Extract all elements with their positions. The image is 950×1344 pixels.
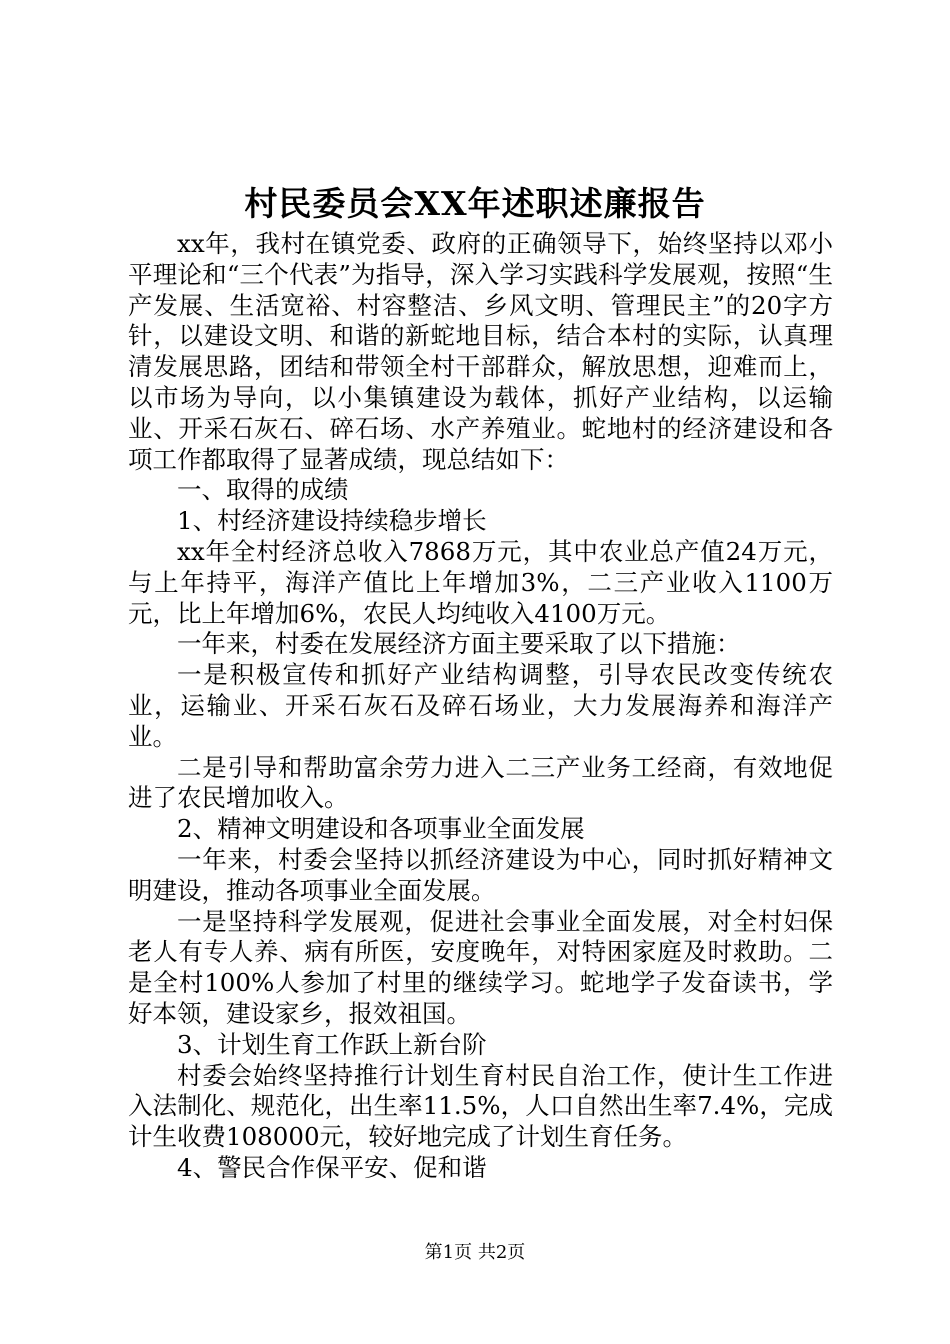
section-heading-achievements: 一、取得的成绩 bbox=[177, 475, 349, 505]
paragraph-measure-two: 二是引导和帮助富余劳力进入二三产业务工经商，有效地促进了农民增加收入。 bbox=[128, 752, 833, 813]
paragraph-intro: xx年，我村在镇党委、政府的正确领导下，始终坚持以邓小平理论和“三个代表”为指导，深入学习实践科学发展观，按照“生产发展、生活宽裕、村容整洁、乡风文明、管理民主”的20字方针，以建设文明、和谐的新蛇地目标，结合本村的实际，认真理清发展思路，团结和带领全村干部群众，解放思想，迎难而上，以市场为导向，以小集镇建设为载体，抓好产业结构，以运输业、开采石灰石、碎石场、水产养殖业。蛇地村的经济建设和各项工作都取得了显著成绩，现总结如下： bbox=[128, 229, 833, 474]
paragraph-measures-intro: 一年来，村委在发展经济方面主要采取了以下措施： bbox=[177, 629, 741, 659]
paragraph-measure-one: 一是积极宣传和抓好产业结构调整，引导农民改变传统农业，运输业、开采石灰石及碎石场业，大力发展海养和海洋产业。 bbox=[128, 660, 833, 751]
document-body bbox=[128, 229, 833, 1184]
page-footer: 第1页 共2页 bbox=[424, 1242, 526, 1263]
subheading-family-planning: 3、计划生育工作跃上新台阶 bbox=[177, 1029, 487, 1059]
subheading-economy: 1、村经济建设持续稳步增长 bbox=[177, 506, 487, 536]
subheading-civilization: 2、精神文明建设和各项事业全面发展 bbox=[177, 814, 585, 844]
paragraph-civilization-details: 一是坚持科学发展观，促进社会事业全面发展，对全村妇保老人有专人养、病有所医，安度晚年，对特困家庭及时救助。二是全村100%人参加了村里的继续学习。蛇地学子发奋读书，学好本领，建设家乡，报效祖国。 bbox=[128, 906, 833, 1028]
paragraph-civilization-intro: 一年来，村委会坚持以抓经济建设为中心，同时抓好精神文明建设，推动各项事业全面发展。 bbox=[128, 844, 833, 905]
paragraph-family-planning: 村委会始终坚持推行计划生育村民自治工作，使计生工作进入法制化、规范化，出生率11.5%，人口自然出生率7.4%，完成计生收费108000元，较好地完成了计划生育任务。 bbox=[128, 1060, 833, 1152]
subheading-police-cooperation: 4、警民合作保平安、促和谐 bbox=[177, 1152, 487, 1182]
document-title: 村民委员会XX年述职述廉报告 bbox=[244, 184, 706, 223]
paragraph-economy-stats: xx年全村经济总收入7868万元，其中农业总产值24万元，与上年持平，海洋产值比上年增加3%，二三产业收入1100万元，比上年增加6%，农民人均纯收入4100万元。 bbox=[128, 536, 833, 628]
